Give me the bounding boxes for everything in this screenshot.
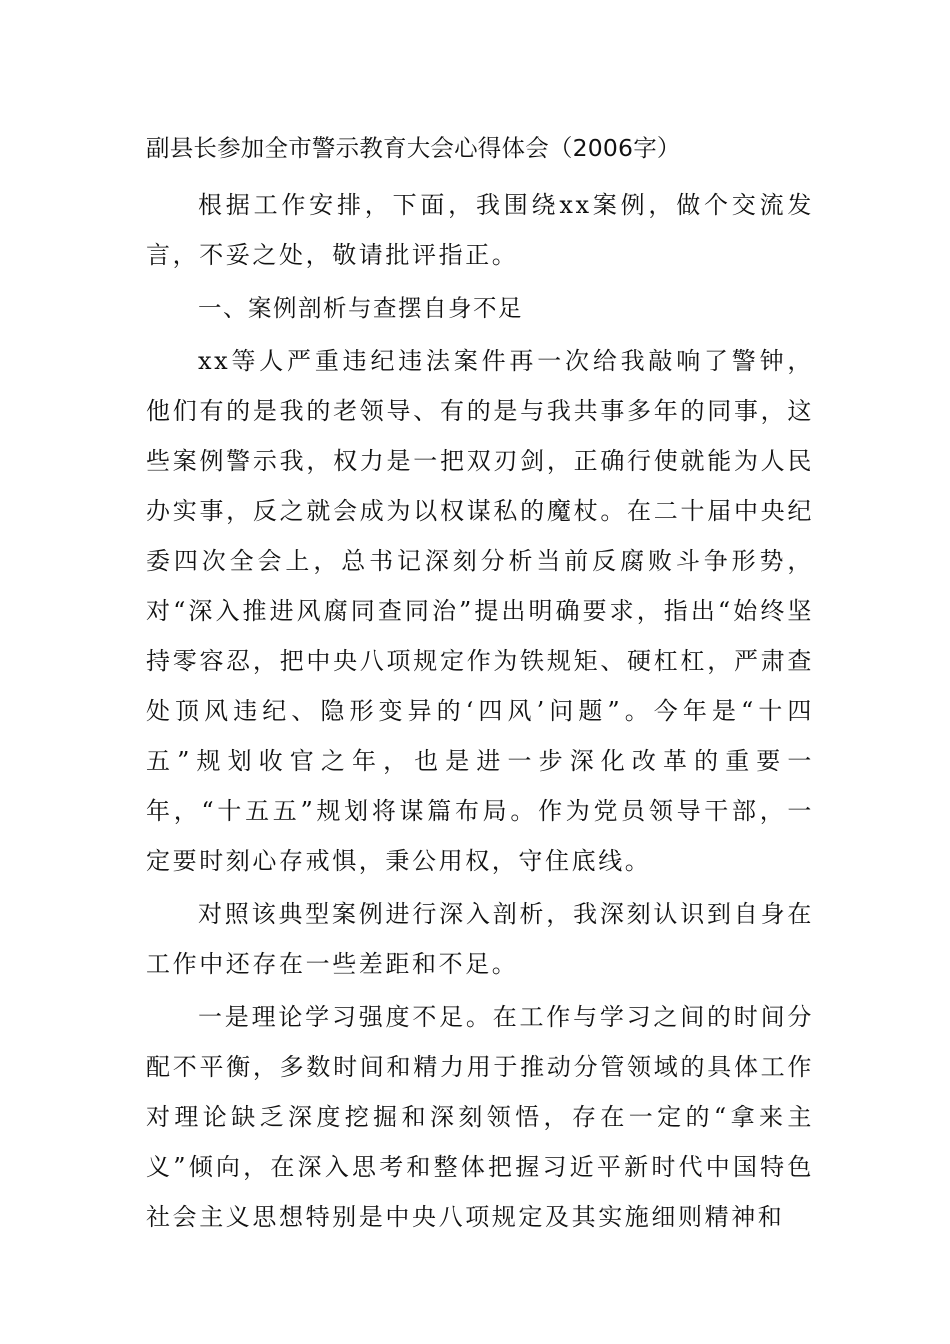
paragraph-intro: 根据工作安排，下面，我围绕xx案例，做个交流发言，不妥之处，敬请批评指正。 — [146, 191, 814, 269]
paragraph-case-warning: xx等人严重违纪违法案件再一次给我敲响了警钟，他们有的是我的老领导、有的是与我共事多年的同事，这些案例警示我，权力是一把双刃剑，正确行使就能为人民办实事，反之就会成为以权谋私的魔杖。在二十届中央纪委四次全会上，总书记深刻分析当前反腐败斗争形势，对“深入推进风腐同查同治”提出明确要求，指出“始终坚持零容忍，把中央八项规定作为铁规矩、硬杠杠，严肃查处顶风违纪、隐形变异的‘四风’问题”。今年是“十四五”规划收官之年，也是进一步深化改革的重要一年，“十五五”规划将谋篇布局。作为党员领导干部，一定要时刻心存戒惧，秉公用权，守住底线。 — [146, 347, 814, 875]
paragraph-self-analysis: 对照该典型案例进行深入剖析，我深刻认识到自身在工作中还存在一些差距和不足。 — [146, 900, 814, 978]
document-title: 副县长参加全市警示教育大会心得体会（2006字） — [146, 134, 681, 162]
section-heading: 一、案例剖析与查摆自身不足 — [198, 294, 523, 322]
document-body — [146, 180, 814, 1245]
paragraph-point-one: 一是理论学习强度不足。在工作与学习之间的时间分配不平衡，多数时间和精力用于推动分管领域的具体工作对理论缺乏深度挖掘和深刻领悟，存在一定的“拿来主义”倾向，在深入思考和整体把握习近平新时代中国特色社会主义思想特别是中央八项规定及其实施细则精神和 — [146, 1003, 814, 1231]
